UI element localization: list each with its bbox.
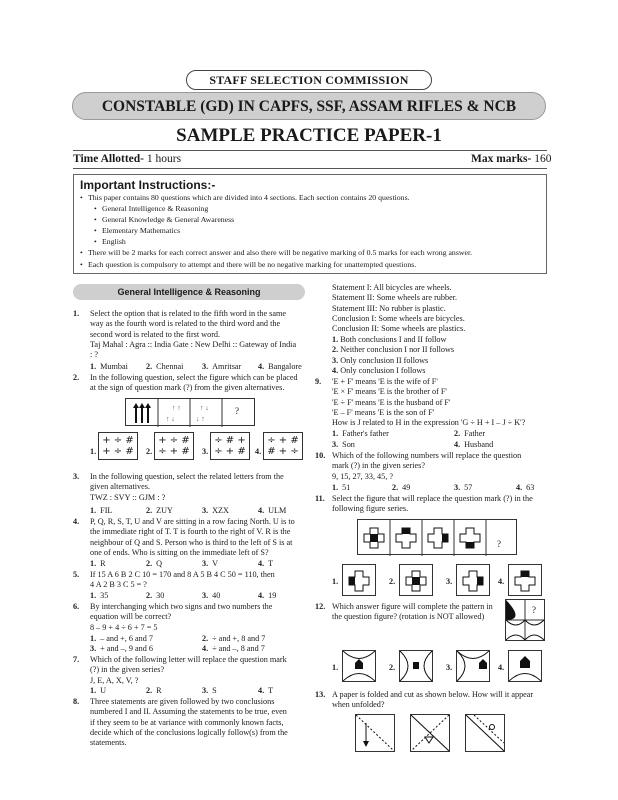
svg-text:↑ ↓: ↑ ↓ (166, 415, 175, 423)
instruction-item: • This paper contains 80 questions which are divided into 4 sections. Each section contains 20 questions. (80, 192, 540, 203)
answer-options: 1. 35 2. 30 3. 40 4. 19 (90, 591, 277, 600)
question-mark: ? (532, 605, 536, 615)
question-text: Which of the following numbers will replace the question mark (?) in the given series? 9, 15, 27, 33, 45, ? (332, 451, 522, 481)
divider (73, 168, 547, 169)
answer-options: 1. R 2. Q 3. V 4. T (90, 559, 274, 568)
section-title: General Intelligence & Reasoning (73, 284, 305, 300)
answer-options: 3. Son 4. Husband (332, 440, 494, 449)
question-text: In the following question, select the figure which can be placed at the sign of question mark (?) from the given alternatives. (90, 373, 298, 393)
fold-figure (355, 714, 395, 752)
instruction-subitem: • General Intelligence & Reasoning (80, 203, 540, 214)
question-figure-strip (357, 519, 517, 555)
time-allotted: Time Allotted- 1 hours (73, 153, 182, 165)
question-number: 9. (315, 377, 322, 386)
question-number: 2. (73, 373, 80, 382)
option-number: 3. (202, 447, 209, 456)
question-number: 3. (73, 472, 80, 481)
question-text: Select the figure that will replace the question mark (?) in the following figure series. (332, 494, 533, 514)
answer-options: 1. Father's father 2. Father (332, 429, 486, 438)
instructions-title: Important Instructions:- (80, 178, 216, 192)
option-figure[interactable]: ÷ + # # + ÷ (263, 432, 303, 460)
option-figure[interactable]: + ÷ # + ÷ # (98, 432, 138, 460)
question-number: 8. (73, 697, 80, 706)
organization-title: STAFF SELECTION COMMISSION (186, 70, 432, 90)
option-figure[interactable]: + ÷ # ÷ + # (154, 432, 194, 460)
instruction-item: • There will be 2 marks for each correct answer and also there will be negative marking of 0.5 marks for each wrong answer. (80, 247, 540, 258)
question-text: A paper is folded and cut as shown below. How will it appear when unfolded? (332, 690, 534, 710)
question-mark: ? (235, 406, 239, 416)
answer-options: 1. – and +, 6 and 7 2. ÷ and +, 8 and 7 (90, 634, 266, 643)
cross-figures (358, 520, 518, 556)
svg-text:↓ ↑: ↓ ↑ (196, 415, 205, 423)
option-figure[interactable] (399, 650, 433, 682)
question-text: Three statements are given followed by two conclusions numbered I and II. Assuming the statements to be true, even if they seem to be at variance with commonly known facts, decide which of the conclusions logically follow(s) from the statements. (90, 697, 288, 748)
option-number: 1. (332, 577, 339, 586)
option-number: 2. (389, 577, 396, 586)
option-figure[interactable] (342, 564, 376, 596)
max-marks: Max marks- 160 (471, 153, 552, 165)
option-number: 4. (498, 577, 505, 586)
question-mark: ? (497, 539, 501, 549)
option-figure[interactable] (508, 564, 542, 596)
option-figure[interactable]: ÷ # + ÷ + # (210, 432, 250, 460)
question-text: P, Q, R, S, T, U and V are sitting in a row facing North. U is to the immediate right of T. T is fourth to the right of V. R is the neighbour of Q and S. Person who is third to the left of S is at one of ends. Who is sitting on the immediate left of S? (90, 517, 295, 557)
option-number: 3. (446, 577, 453, 586)
instructions-box (73, 174, 547, 274)
option-figure[interactable] (456, 564, 490, 596)
option-number: 1. (332, 663, 339, 672)
answer-options: 1. Both conclusions I and II follow 2. Neither conclusion I nor II follows 3. Only conclusion II follows 4. Only conclusion I follows (332, 335, 455, 375)
svg-text:↑ ↓: ↑ ↓ (200, 404, 209, 412)
question-number: 12. (315, 602, 326, 611)
fold-figure (410, 714, 450, 752)
question-number: 5. (73, 570, 80, 579)
answer-options: 1. FIL 2. ZUY 3. XZX 4. ULM (90, 506, 287, 515)
question-number: 11. (315, 494, 325, 503)
answer-options: 1. 51 2. 49 3. 57 4. 63 (332, 483, 535, 492)
option-number: 3. (446, 663, 453, 672)
option-figure[interactable] (456, 650, 490, 682)
option-number: 4. (498, 663, 505, 672)
option-number: 2. (389, 663, 396, 672)
question-number: 4. (73, 517, 80, 526)
fold-figure (465, 714, 505, 752)
option-number: 2. (146, 447, 153, 456)
question-number: 1. (73, 309, 80, 318)
question-text: Statement I: All bicycles are wheels. Statement II: Some wheels are rubber. Statement III: No rubber is plastic. Conclusion I: Some wheels are bicycles. Conclusion II: Some wheels are plastics. (332, 283, 466, 334)
question-text: If 15 A 6 B 2 C 10 = 170 and 8 A 5 B 4 C 50 = 110, then 4 A 2 B 3 C 5 = ? (90, 570, 275, 590)
option-figure[interactable] (399, 564, 433, 596)
option-number: 1. (90, 447, 97, 456)
question-text: Select the option that is related to the fifth word in the same way as the fourth word is related to the third word and the second word is related to the first word. Taj Mahal : Agra :: India Gate : New Delhi :: Gateway of India : ? (90, 309, 297, 360)
question-text: 'E + F' means 'E is the wife of F' 'E × F' means 'E is the brother of F' 'E ÷ F' means 'E is the husband of F' 'E – F' means 'E is the son of F' How is J related to H in the expression 'G ÷ H + I – J ÷ K'? (332, 377, 526, 428)
option-figure[interactable] (508, 650, 542, 682)
option-figure[interactable] (342, 650, 376, 682)
option-number: 4. (255, 447, 262, 456)
answer-options: 1. Mumbai 2. Chennai 3. Amritsar 4. Bangalore (90, 362, 302, 371)
question-number: 7. (73, 655, 80, 664)
pattern-figure (505, 599, 545, 641)
paper-title: SAMPLE PRACTICE PAPER-1 (176, 125, 442, 146)
answer-options: 3. + and –, 9 and 6 4. ÷ and –, 8 and 7 (90, 644, 265, 653)
exam-title: CONSTABLE (GD) IN CAPFS, SSF, ASSAM RIFLES & NCB (72, 92, 546, 120)
instruction-subitem: • Elementary Mathematics (80, 225, 540, 236)
question-text: In the following question, select the related letters from the given alternatives. TWZ : SVY :: GJM : ? (90, 472, 284, 502)
question-number: 13. (315, 690, 326, 699)
instruction-subitem: • General Knowledge & General Awareness (80, 214, 540, 225)
question-number: 6. (73, 602, 80, 611)
instruction-subitem: • English (80, 236, 540, 247)
question-text: Which answer figure will complete the pattern in the question figure? (rotation is NOT allowed) (332, 602, 493, 622)
question-text: Which of the following letter will replace the question mark (?) in the given series? J, E, A, X, V, ? (90, 655, 287, 685)
question-number: 10. (315, 451, 326, 460)
instruction-item: • Each question is compulsory to attempt and there will be no negative marking for unattempted questions. (80, 259, 540, 270)
divider (73, 150, 547, 151)
question-text: By interchanging which two signs and two numbers the equation will be correct? 8 – 9 + 4 ÷ 6 + 7 = 5 (90, 602, 273, 632)
svg-text:↑ ↑: ↑ ↑ (172, 404, 181, 412)
answer-options: 1. U 2. R 3. S 4. T (90, 686, 274, 695)
